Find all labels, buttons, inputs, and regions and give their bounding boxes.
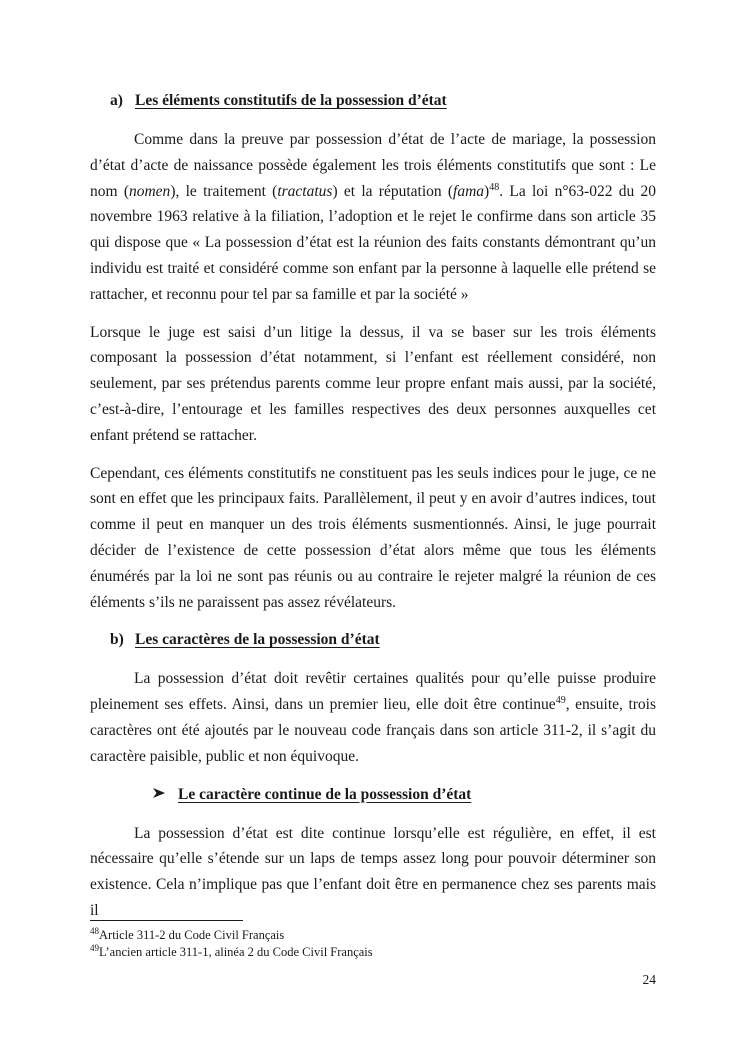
footnote-text-49: L’ancien article 311-1, alinéa 2 du Code Civil Français xyxy=(99,944,373,959)
text-run: . La loi n°63-022 du 20 novembre 1963 relative à la filiation, l’adoption et le rejet le confirme dans son article 35 qui dispose que « La possession d’état est la réunion des faits constants démontrant qu’un individu est traité et considéré comme son enfant par la personne à laquelle elle prétend se rattacher, et reconnu pour tel par sa famille et par la société » xyxy=(90,182,656,303)
heading-text-a: Les éléments constitutifs de la possession d’état xyxy=(135,92,447,109)
footnote-area xyxy=(90,920,656,960)
arrow-right-bullet-icon xyxy=(153,786,166,800)
text-run-italic: nomen xyxy=(128,182,171,200)
text-run: ) et la réputation ( xyxy=(332,182,454,200)
paragraph-2: Lorsque le juge est saisi d’un litige la dessus, il va se baser sur les trois éléments composant la possession d’état notamment, si l’enfant est réellement considéré, non seulement, par ses prétendus parents comme leur propre enfant mais aussi, par la société, c’est-à-dire, l’entourage et les familles respectives des deux personnes auxquelles cet enfant prétend se rattacher. xyxy=(90,323,656,444)
footnote-49 xyxy=(90,944,656,961)
sub-heading-text: Le caractère continue de la possession d’état xyxy=(178,785,472,803)
text-run-italic: fama xyxy=(453,182,485,200)
heading-marker-b: b) xyxy=(110,631,124,649)
heading-text-b: Les caractères de la possession d’état xyxy=(135,631,380,649)
text-run: La possession d’état doit revêtir certaines qualités pour qu’elle puisse produire pleinement ses effets. Ainsi, dans un premier lieu, elle doit être continue xyxy=(90,670,656,714)
text-run-italic: tractatus xyxy=(277,182,333,200)
page-number: 24 xyxy=(642,972,656,987)
heading-marker-a: a) xyxy=(110,92,123,109)
footnote-reference-48: 48 xyxy=(489,181,500,193)
footnote-text-48: Article 311-2 du Code Civil Français xyxy=(99,928,285,942)
paragraph-5: La possession d’état est dite continue lorsqu’elle est régulière, en effet, il est nécessaire qu’elle s’étende sur un laps de temps assez long pour pouvoir déterminer son existence. Cela n’implique pas que l’enfant doit être en permanence chez ses parents mais il xyxy=(90,824,656,919)
text-run: Comme dans la preuve par possession d’état de l’acte de mariage, la possession d’état d’acte de naissance possède également les trois éléments constitutifs que sont : Le nom ( xyxy=(90,131,656,200)
footnote-separator-line xyxy=(90,920,243,921)
footnote-reference-49: 49 xyxy=(555,694,566,706)
document-body xyxy=(90,88,656,936)
paragraph-4 xyxy=(90,666,656,769)
text-run: ) xyxy=(484,182,490,200)
heading-bullet-marker xyxy=(153,782,178,808)
footnote-marker-48: 48 xyxy=(90,925,99,936)
footnote-marker-49: 49 xyxy=(90,942,99,953)
footnote-48 xyxy=(90,927,656,944)
section-heading-b xyxy=(110,627,656,653)
sub-heading-caractere-continue xyxy=(153,782,656,808)
text-run: ), le traitement ( xyxy=(170,182,278,200)
paragraph-1 xyxy=(90,127,656,308)
paragraph-3: Cependant, ces éléments constitutifs ne constituent pas les seuls indices pour le juge, ce ne sont en effet que les principaux faits. Parallèlement, il peut y en avoir d’autres indices, tout comme il peut en manquer un des trois éléments susmentionnés. Ainsi, le juge pourrait décider de l’existence de cette possession d’état alors même que tous les éléments énumérés par la loi ne sont pas réunis ou au contraire le rejeter malgré la réunion de ces éléments s’ils ne paraissent pas assez révélateurs. xyxy=(90,464,656,611)
section-heading-a xyxy=(110,88,656,114)
text-run: , ensuite, trois caractères ont été ajoutés par le nouveau code français dans son article 311-2, il s’agit du caractère paisible, public et non équivoque. xyxy=(90,696,656,765)
